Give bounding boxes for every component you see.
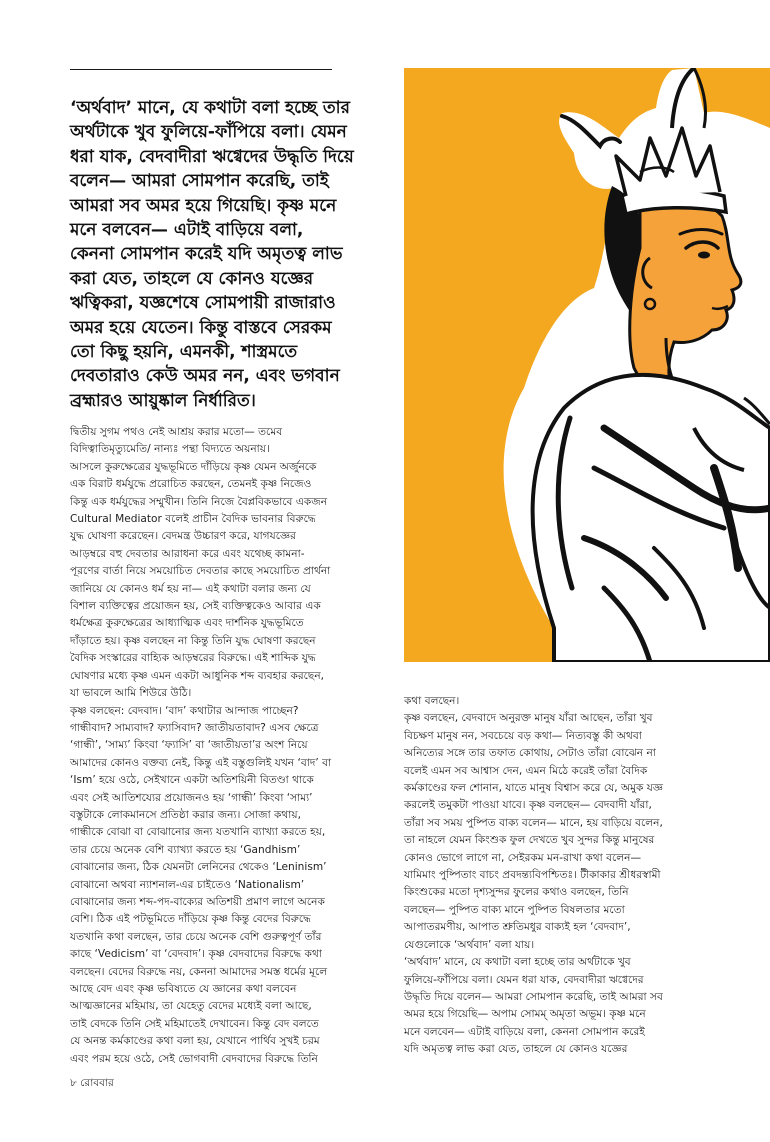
top-rule xyxy=(70,69,332,70)
crowned-figure-illustration xyxy=(404,68,770,662)
body-text-right-column: কথা বলছেন। কৃষ্ণ বলছেন, বেদবাদে অনুরক্ত মানুষ যাঁরা আছেন, তাঁরা খুব বিচক্ষণ মানুষ নন, সবচেয়ে বড় কথা— নিত্যবস্তু কী অথবা অনিত্যের সঙ্গে তার তফাত কোথায়, সেটাও তাঁরা বোঝেন না বলেই এমন সব আশ্বাস দেন, এমন মিঠে করেই তাঁরা বৈদিক কর্মকাণ্ডের ফল শোনান, যাতে মানুষ বিশ্বাস করে যে, অমুক যজ্ঞ করলেই তমুকটা পাওয়া যাবে। কৃষ্ণ বলছেন— বেদবাদী যাঁরা, তাঁরা সব সময় পুষ্পিত বাক্য বলেন— মানে, হয় বাড়িয়ে বলেন, তা নাহলে যেমন কিংশুক ফুল দেখতে খুব সুন্দর কিন্তু মানুষের কোনও ভোগে লাগে না, সেইরকম মন-রাখা কথা বলেন— যামিমাং পুষ্পিতাং বাচং প্রবদন্ত্যবিপশ্চিতঃ। টীকাকার শ্রীধরস্বামী কিংশুকের মতো দৃশ্যসুন্দর ফুলের কথাও বলছেন, তিনি বলছেন— পুষ্পিত বাক্য মানে পুষ্পিত বিষলতার মতো আপাতরমণীয়, আপাত শ্রুতিমধুর বাক্যই হল ‘বেদবাদ’, যেগুলোকে ‘অর্থবাদ’ বলা যায়। ‘অর্থবাদ’ মানে, যে কথাটা বলা হচ্ছে তার অর্থটাকে খুব ফুলিয়ে-ফাঁপিয়ে বলা। যেমন ধরা যাক, বেদবাদীরা ঋগ্বেদের উদ্ধৃতি দিয়ে বলেন— আমরা সোমপান করেছি, তাই আমরা সব অমর হয়ে গিয়েছি— অপাম সোমম্ অমৃতা অভূম। কৃষ্ণ মনে মনে বলবেন— এটাই বাড়িয়ে বলা, কেননা সোমপান করেই যদি অমৃতত্ব লাভ করা যেত, তাহলে যে কোনও যজ্ঞের xyxy=(404,695,664,1056)
body-text-left-column: দ্বিতীয় সুগম পথও নেই আশ্রয় করার মতো— তমেব বিদিত্বাতিমৃত্যুমেতি/ নান্যঃ পন্থা বিদ্যতে অয়নায়। আসলে কুরুক্ষেত্রের যুদ্ধভূমিতে দাঁড়িয়ে কৃষ্ণ যেমন অর্জুনকে এক বিরাট ধর্মযুদ্ধে প্ররোচিত করছেন, তেমনই কৃষ্ণ নিজেও কিন্তু এক ধর্মযুদ্ধের সম্মুখীন। তিনি নিজে বৈপ্লবিকভাবে একজন Cultural Mediator বলেই প্রাচীন বৈদিক ভাবনার বিরুদ্ধে যুদ্ধ ঘোষণা করেছেন। বেদমন্ত্র উচ্চারণ করে, যাগযজ্ঞের আড়ম্বরে বহু দেবতার আরাধনা করে এবং যথেচ্ছ কামনা- পূরণের বার্তা নিয়ে সময়োচিত দেবতার কাছে সময়োচিত প্রার্থনা জানিয়ে যে কোনও ধর্ম হয় না— এই কথাটা বলার জন্য যে বিশাল ব্যক্তিত্বের প্রয়োজন হয়, সেই ব্যক্তিত্বকেও আবার এক ধর্মক্ষেত্র কুরুক্ষেত্রের আধ্যাত্মিক এবং দার্শনিক যুদ্ধভূমিতে দাঁড়াতে হয়। কৃষ্ণ বলছেন না কিন্তু তিনি যুদ্ধ ঘোষণা করছেন বৈদিক সংস্কারের বাহ্যিক আড়ম্বরের বিরুদ্ধে। এই শাব্দিক যুদ্ধ ঘোষণার মধ্যে কৃষ্ণ এমন একটা আধুনিক শব্দ ব্যবহার করছেন, যা ভাবলে আমি শিউরে উঠি। কৃষ্ণ বলছেন: বেদবাদ। ‘বাদ’ কথাটার আন্দাজ পাচ্ছেন? গান্ধীবাদ? সাম্যবাদ? ফ্যাসিবাদ? জাতীয়তাবাদ? এসব ক্ষেত্রে ‘গান্ধী’, ‘সাম্য’ কিংবা ‘ফ্যাসি’ বা ‘জাতীয়তা’র অংশ নিয়ে আমাদের কোনও বক্তব্য নেই, কিন্তু এই বস্তুগুলিই যখন ‘বাদ’ বা ‘Ism’ হয়ে ওঠে, সেইখানে একটা অতিশয়িনী বিতণ্ডা থাকে এবং সেই আতিশয্যের প্রয়োজনও হয় ‘গান্ধী’ কিংবা ‘সাম্য’ বস্তুটাকে লোকমানসে প্রতিষ্ঠা করার জন্য। সোজা কথায়, গান্ধীকে বোঝা বা বোঝানোর জন্য যতখানি ব্যাখ্যা করতে হয়, তার চেয়ে অনেক বেশি ব্যাখ্যা করতে হয় ‘Gandhism’ বোঝানোর জন্য, ঠিক যেমনটা লেনিনের থেকেও ‘Leninism’ বোঝানো অথবা ন্যাশনাল-এর চাইতেও ‘Nationalism’ বোঝানোর জন্য শব্দ-পদ-বাক্যের অতিশয়ী প্রমাণ লাগে অনেক বেশি। ঠিক এই পটভূমিতে দাঁড়িয়ে কৃষ্ণ কিন্তু বেদের বিরুদ্ধে যতখানি কথা বলছেন, তার চেয়ে অনেক বেশি গুরুত্বপূর্ণ তাঁর কাছে ‘Vedicism’ বা ‘বেদবাদ’। কৃষ্ণ বেদবাদের বিরুদ্ধে কথা বলছেন। বেদের বিরুদ্ধে নয়, কেননা আমাদের সমস্ত ধর্মের মূলে আছে বেদ এবং কৃষ্ণ ভবিষ্যতে যে জ্ঞানের কথা বলবেন আত্মজ্ঞানের মহিমায়, তা যেহেতু বেদের মধ্যেই বলা আছে, তাই বেদকে তিনি সেই মহিমাতেই দেখাবেন। কিন্তু বেদ বলতে যে অনন্ত কর্মকাণ্ডের কথা বলা হয়, যেখানে পার্থিব সুখই চরম এবং পরম হয়ে ওঠে, সেই ভোগবাদী বেদবাদের বিরুদ্ধে তিনি xyxy=(70,426,332,1065)
page-number: ৮ xyxy=(70,1077,77,1089)
pull-quote: ‘অর্থবাদ’ মানে, যে কথাটা বলা হচ্ছে তার অর্থটাকে খুব ফুলিয়ে-ফাঁপিয়ে বলা। যেমন ধরা যাক, বেদবাদীরা ঋগ্বেদের উদ্ধৃতি দিয়ে বলেন— আমরা সোমপান করেছি, তাই আমরা সব অমর হয়ে গিয়েছি। কৃষ্ণ মনে মনে বলবেন— এটাই বাড়িয়ে বলা, কেননা সোমপান করেই যদি অমৃতত্ব লাভ করা যেত, তাহলে যে কোনও যজ্ঞের ঋত্বিকরা, যজ্ঞশেষে সোমপায়ী রাজারাও অমর হয়ে যেতেন। কিন্তু বাস্তবে সেরকম তো কিছু হয়নি, এমনকী, শাস্ত্রমতে দেবতারাও কেউ অমর নন, এবং ভগবান ব্রহ্মারও আয়ুষ্কাল নির্ধারিত। xyxy=(70,98,354,411)
magazine-name: রোববার xyxy=(80,1077,114,1089)
page-footer xyxy=(70,1076,114,1093)
